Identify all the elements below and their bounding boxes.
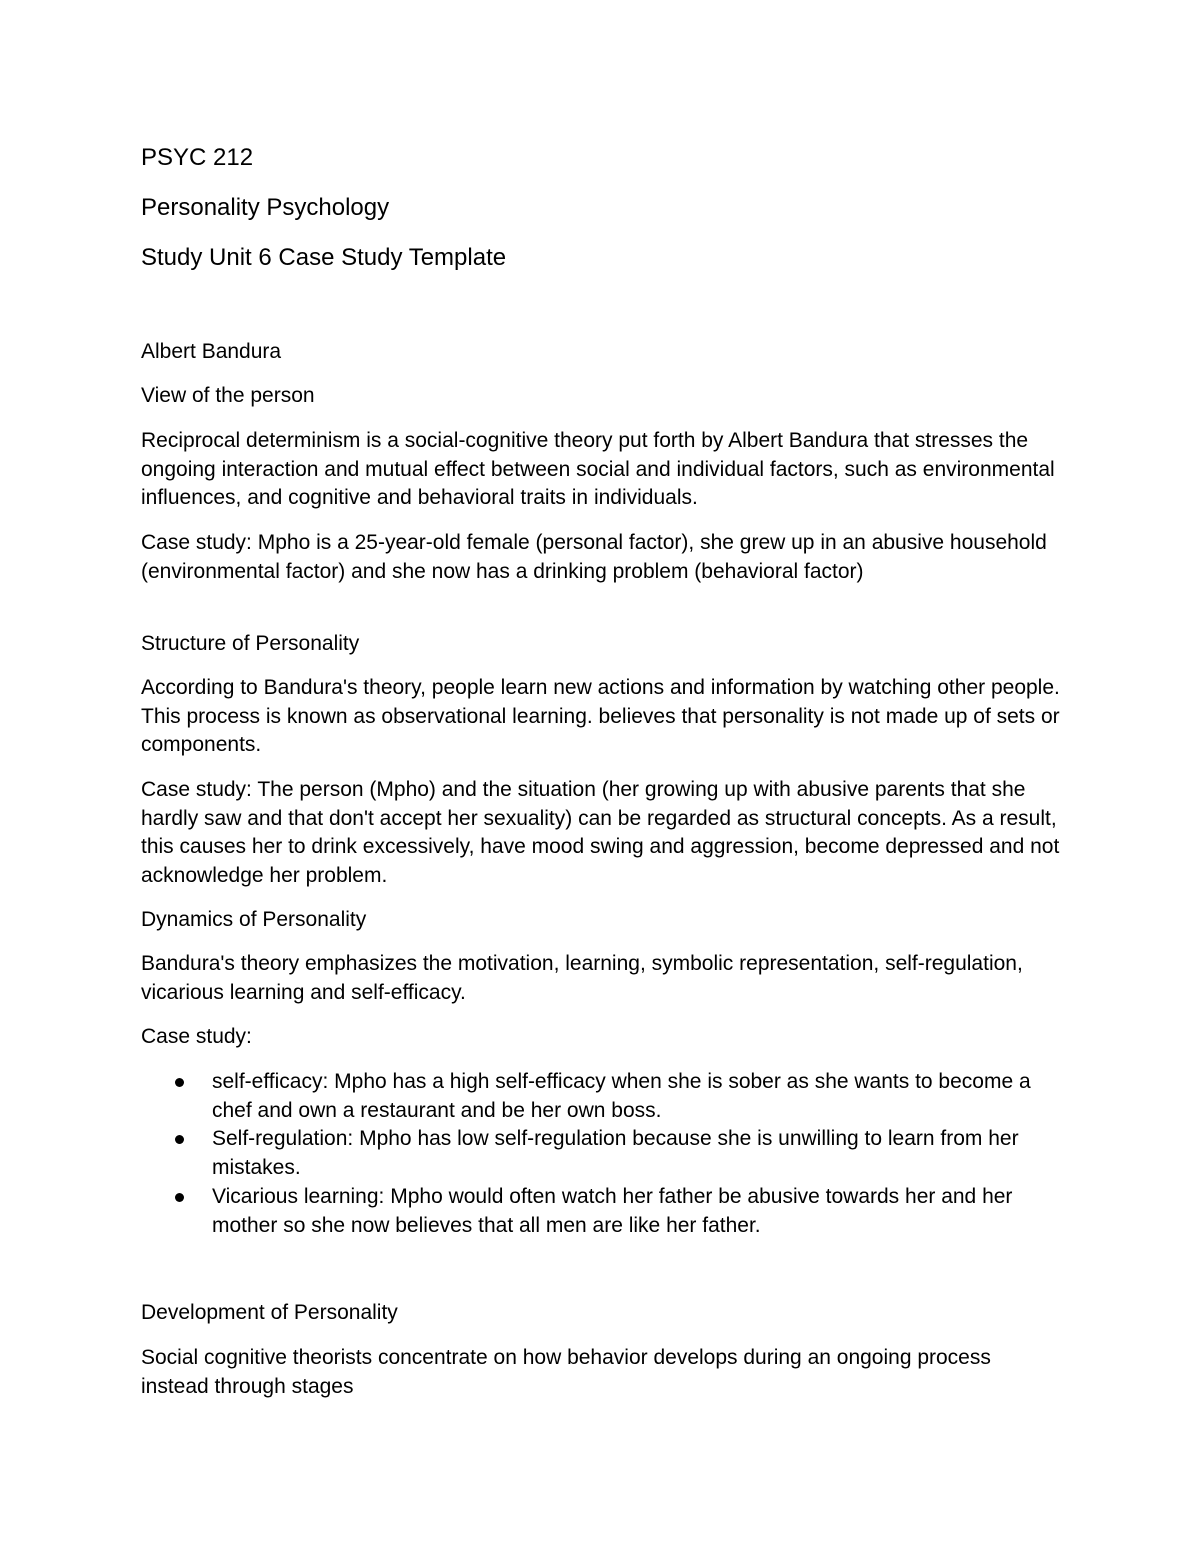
development-heading: Development of Personality — [141, 1301, 398, 1324]
bullet-text: Self-regulation: Mpho has low self-regulation because she is unwilling to learn from her mistakes. — [212, 1127, 1019, 1180]
bullet-icon — [175, 1135, 184, 1144]
view-heading: View of the person — [141, 384, 315, 407]
structure-case-study: Case study: The person (Mpho) and the situation (her growing up with abusive parents that she hardly saw and that don't accept her sexuality) can be regarded as structural concepts. As a result, this causes her to drink excessively, have mood swing and aggression, become depressed and not acknowledge her problem. — [141, 778, 1060, 888]
bullet-icon — [175, 1193, 184, 1202]
theorist-name: Albert Bandura — [141, 340, 282, 363]
list-item — [141, 1183, 1061, 1240]
list-item — [141, 1068, 1061, 1125]
template-title-heading: Study Unit 6 Case Study Template — [141, 244, 507, 271]
dynamics-bullet-list — [141, 1068, 1061, 1240]
view-case-study: Case study: Mpho is a 25-year-old female (personal factor), she grew up in an abusive household (environmental factor) and she now has a drinking problem (behavioral factor) — [141, 531, 1047, 583]
bullet-text: Vicarious learning: Mpho would often watch her father be abusive towards her and her mother so she now believes that all men are like her father. — [212, 1184, 1013, 1237]
development-paragraph: Social cognitive theorists concentrate on how behavior develops during an ongoing process instead through stages — [141, 1346, 991, 1398]
dynamics-paragraph: Bandura's theory emphasizes the motivation, learning, symbolic representation, self-regulation, vicarious learning and self-efficacy. — [141, 952, 1023, 1004]
structure-paragraph: According to Bandura's theory, people learn new actions and information by watching other people. This process is known as observational learning. believes that personality is not made up of sets or components. — [141, 676, 1060, 757]
dynamics-case-label: Case study: — [141, 1025, 252, 1048]
view-paragraph: Reciprocal determinism is a social-cognitive theory put forth by Albert Bandura that stresses the ongoing interaction and mutual effect between social and individual factors, such as environmental influences, and cognitive and behavioral traits in individuals. — [141, 429, 1055, 510]
bullet-text: self-efficacy: Mpho has a high self-efficacy when she is sober as she wants to become a chef and own a restaurant and be her own boss. — [212, 1070, 1031, 1122]
bullet-icon — [175, 1078, 184, 1087]
structure-heading: Structure of Personality — [141, 632, 360, 655]
list-item — [141, 1125, 1061, 1182]
course-name-heading: Personality Psychology — [141, 194, 390, 221]
course-code-heading: PSYC 212 — [141, 144, 254, 171]
dynamics-heading: Dynamics of Personality — [141, 908, 367, 931]
